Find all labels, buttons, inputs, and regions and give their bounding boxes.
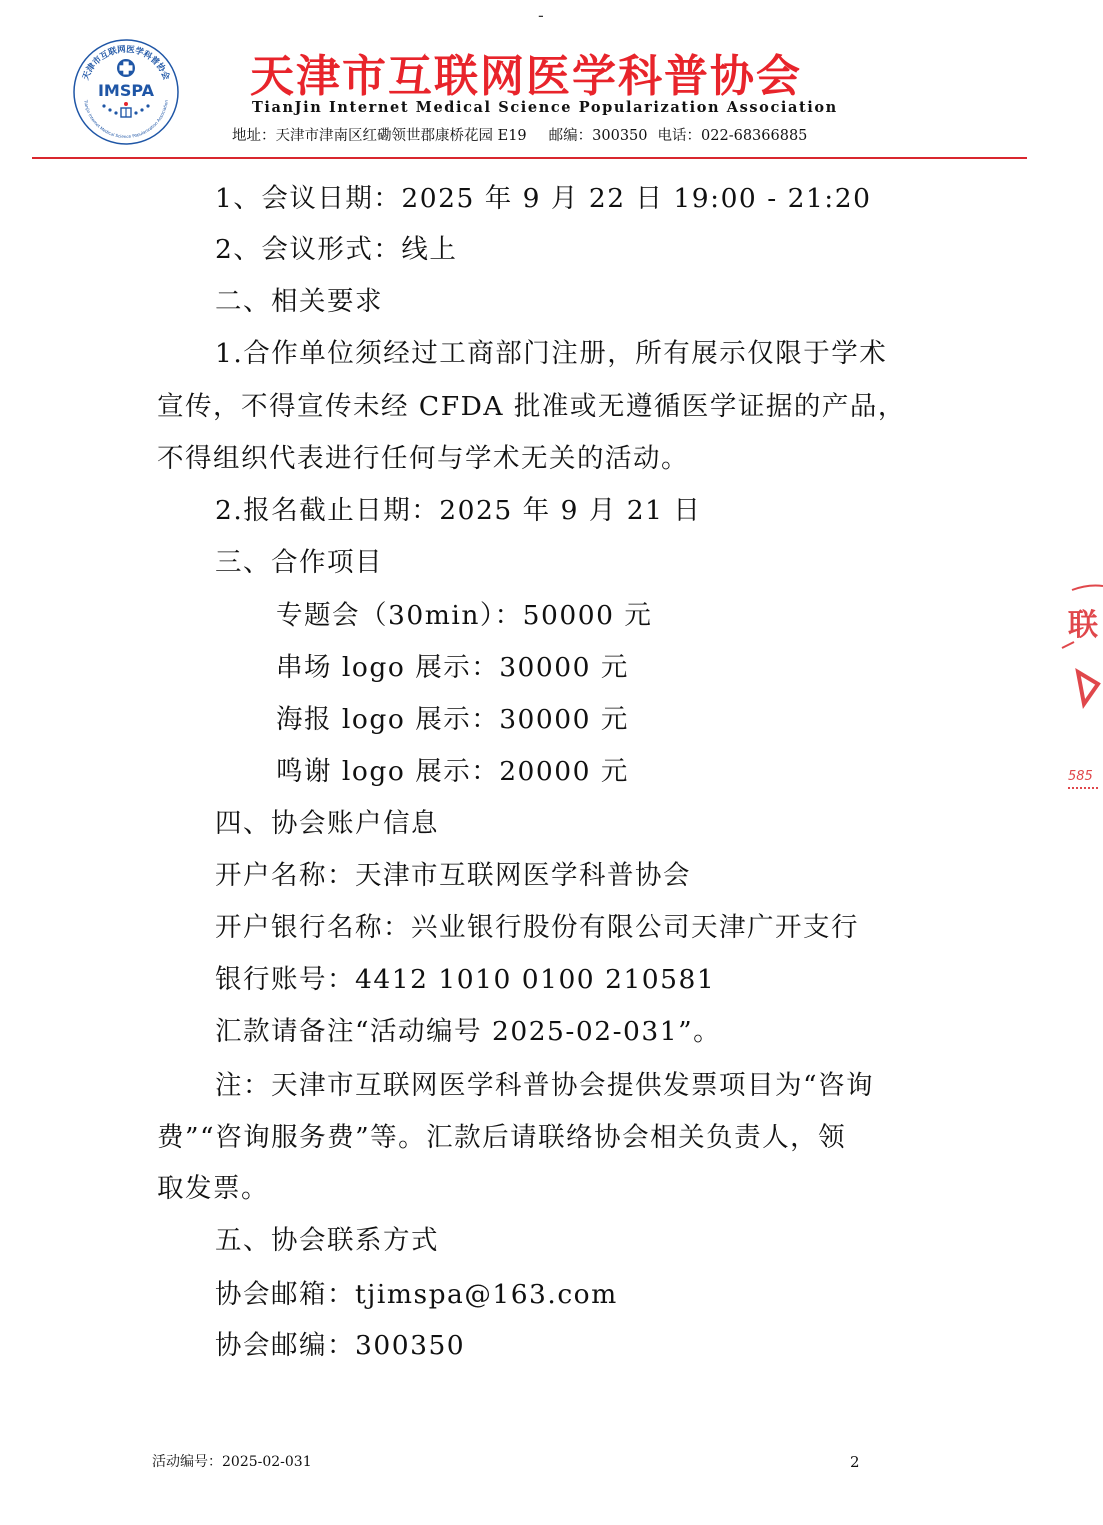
- invoice-note-line-3: 取发票。: [157, 1173, 269, 1204]
- logo-abbr: IMSPA: [97, 81, 155, 100]
- page-number: 2: [850, 1453, 860, 1471]
- section-cooperation-heading: 三、合作项目: [215, 547, 383, 578]
- invoice-note-line-2: 费”“咨询服务费”等。汇款后请联络协会相关负责人，领: [157, 1122, 847, 1153]
- red-seal-fragment-icon: [1058, 580, 1103, 800]
- top-mark: -: [538, 6, 544, 25]
- account-number-line: 银行账号：4412 1010 0100 210581: [215, 964, 716, 995]
- requirement-1-line-3: 不得组织代表进行任何与学术无关的活动。: [157, 443, 689, 474]
- requirement-1-line-1: 1.合作单位须经过工商部门注册，所有展示仅限于学术: [215, 338, 888, 369]
- item-interlude-logo: 串场 logo 展示：30000 元: [276, 652, 629, 683]
- bank-name-line: 开户银行名称：兴业银行股份有限公司天津广开支行: [215, 912, 859, 943]
- requirement-1-line-2: 宣传，不得宣传未经 CFDA 批准或无遵循医学证据的产品，: [157, 391, 906, 422]
- imspa-logo-icon: [70, 36, 182, 148]
- account-name-line: 开户名称：天津市互联网医学科普协会: [215, 860, 691, 891]
- invoice-note-line-1: 注：天津市互联网医学科普协会提供发票项目为“咨询: [215, 1070, 875, 1101]
- item-poster-logo: 海报 logo 展示：30000 元: [276, 704, 629, 735]
- logo-ring-text-cn: 天津市互联网医学科普协会: [81, 44, 171, 82]
- section-requirements-heading: 二、相关要求: [215, 286, 383, 317]
- org-name-cn: 天津市互联网医学科普协会: [250, 51, 802, 102]
- meeting-date-line: 1、会议日期：2025 年 9 月 22 日 19:00 - 21:20: [215, 183, 872, 214]
- seal-char: 联: [1068, 608, 1098, 643]
- footer-activity-code: 活动编号：2025-02-031: [152, 1454, 312, 1470]
- item-thanks-logo: 鸣谢 logo 展示：20000 元: [276, 756, 629, 787]
- seal-number: 585: [1068, 769, 1093, 784]
- header-rule: [32, 157, 1027, 159]
- registration-deadline-line: 2.报名截止日期：2025 年 9 月 21 日: [215, 495, 702, 526]
- contact-postcode-line: 协会邮编：300350: [215, 1330, 466, 1361]
- address: 地址：天津市津南区红磡领世郡康桥花园 E19: [232, 128, 527, 144]
- section-account-heading: 四、协会账户信息: [215, 808, 439, 839]
- contact-email-line: 协会邮箱：tjimspa@163.com: [215, 1279, 618, 1310]
- postcode: 邮编：300350: [548, 128, 648, 144]
- section-contact-heading: 五、协会联系方式: [215, 1225, 439, 1256]
- phone: 电话：022-68366885: [657, 128, 808, 144]
- org-name-en: TianJin Internet Medical Science Popularization Association: [252, 99, 838, 116]
- remittance-note-line: 汇款请备注“活动编号 2025-02-031”。: [215, 1016, 722, 1047]
- logo-ring-text-en: Tianjin Internet Medical Science Popularization Association: [83, 99, 169, 140]
- item-symposium: 专题会（30min）：50000 元: [276, 600, 653, 631]
- contact-line: [232, 124, 872, 145]
- meeting-format-line: 2、会议形式：线上: [215, 234, 458, 265]
